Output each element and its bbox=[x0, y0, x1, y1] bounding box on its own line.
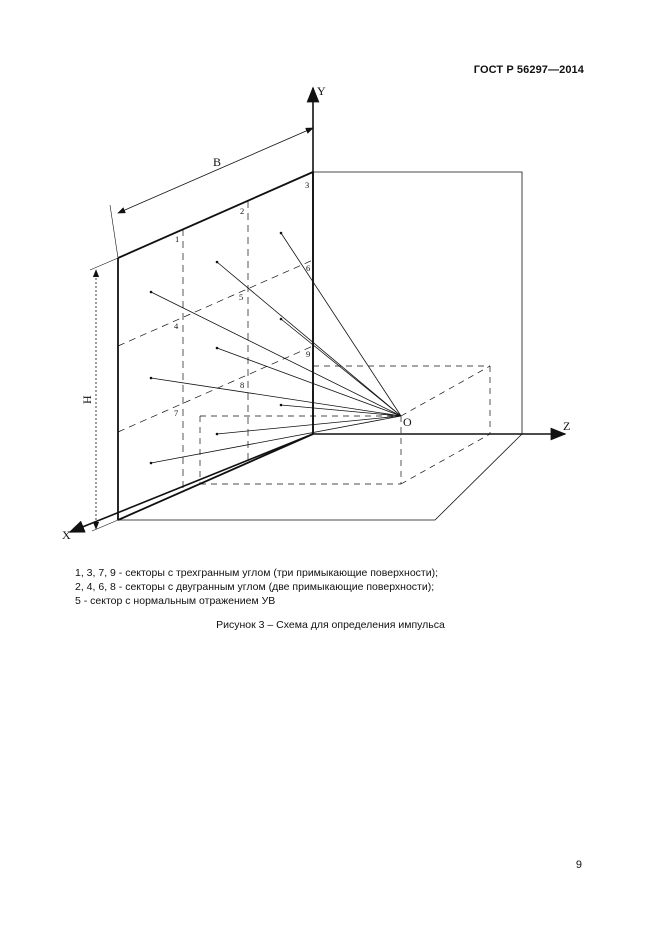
dim-b-label: B bbox=[213, 155, 222, 169]
x-axis bbox=[70, 434, 313, 532]
figure-caption: Рисунок 3 – Схема для определения импульса bbox=[216, 619, 445, 631]
wall-bottom-edge bbox=[118, 434, 313, 520]
sector-label-7: 7 bbox=[174, 408, 179, 418]
z-axis-label: Z bbox=[563, 419, 571, 433]
x-axis-label: X bbox=[62, 528, 71, 542]
legend-line: 2, 4, 6, 8 - секторы с двугранным углом (две примыкающие поверхности); bbox=[75, 581, 435, 593]
sector-label-3: 3 bbox=[305, 180, 310, 190]
sector-label-6: 6 bbox=[306, 263, 311, 273]
dim-h-label: H bbox=[80, 395, 94, 404]
sector-label-1: 1 bbox=[175, 234, 180, 244]
wall-top-edge bbox=[118, 172, 313, 258]
origin-label: O bbox=[403, 415, 412, 429]
figure-legend bbox=[75, 566, 438, 608]
legend-line: 1, 3, 7, 9 - секторы с трехгранным углом (три примыкающие поверхности); bbox=[75, 567, 439, 579]
page-number: 9 bbox=[575, 859, 582, 871]
sector-label-8: 8 bbox=[240, 380, 245, 390]
legend-line: 5 - сектор с нормальным отражением УВ bbox=[75, 595, 276, 607]
dim-b-line bbox=[118, 128, 313, 213]
y-axis-label: Y bbox=[317, 84, 326, 98]
sector-label-2: 2 bbox=[240, 206, 245, 216]
dim-b-ext-left bbox=[110, 205, 118, 258]
sector-label-5: 5 bbox=[239, 292, 244, 302]
document-id: ГОСТ Р 56297—2014 bbox=[473, 64, 584, 76]
sector-label-4: 4 bbox=[174, 321, 179, 331]
sector-label-9: 9 bbox=[306, 349, 311, 359]
sector-rays bbox=[151, 233, 401, 463]
floor-outline bbox=[118, 434, 522, 520]
dim-h-ext-top bbox=[90, 258, 118, 270]
